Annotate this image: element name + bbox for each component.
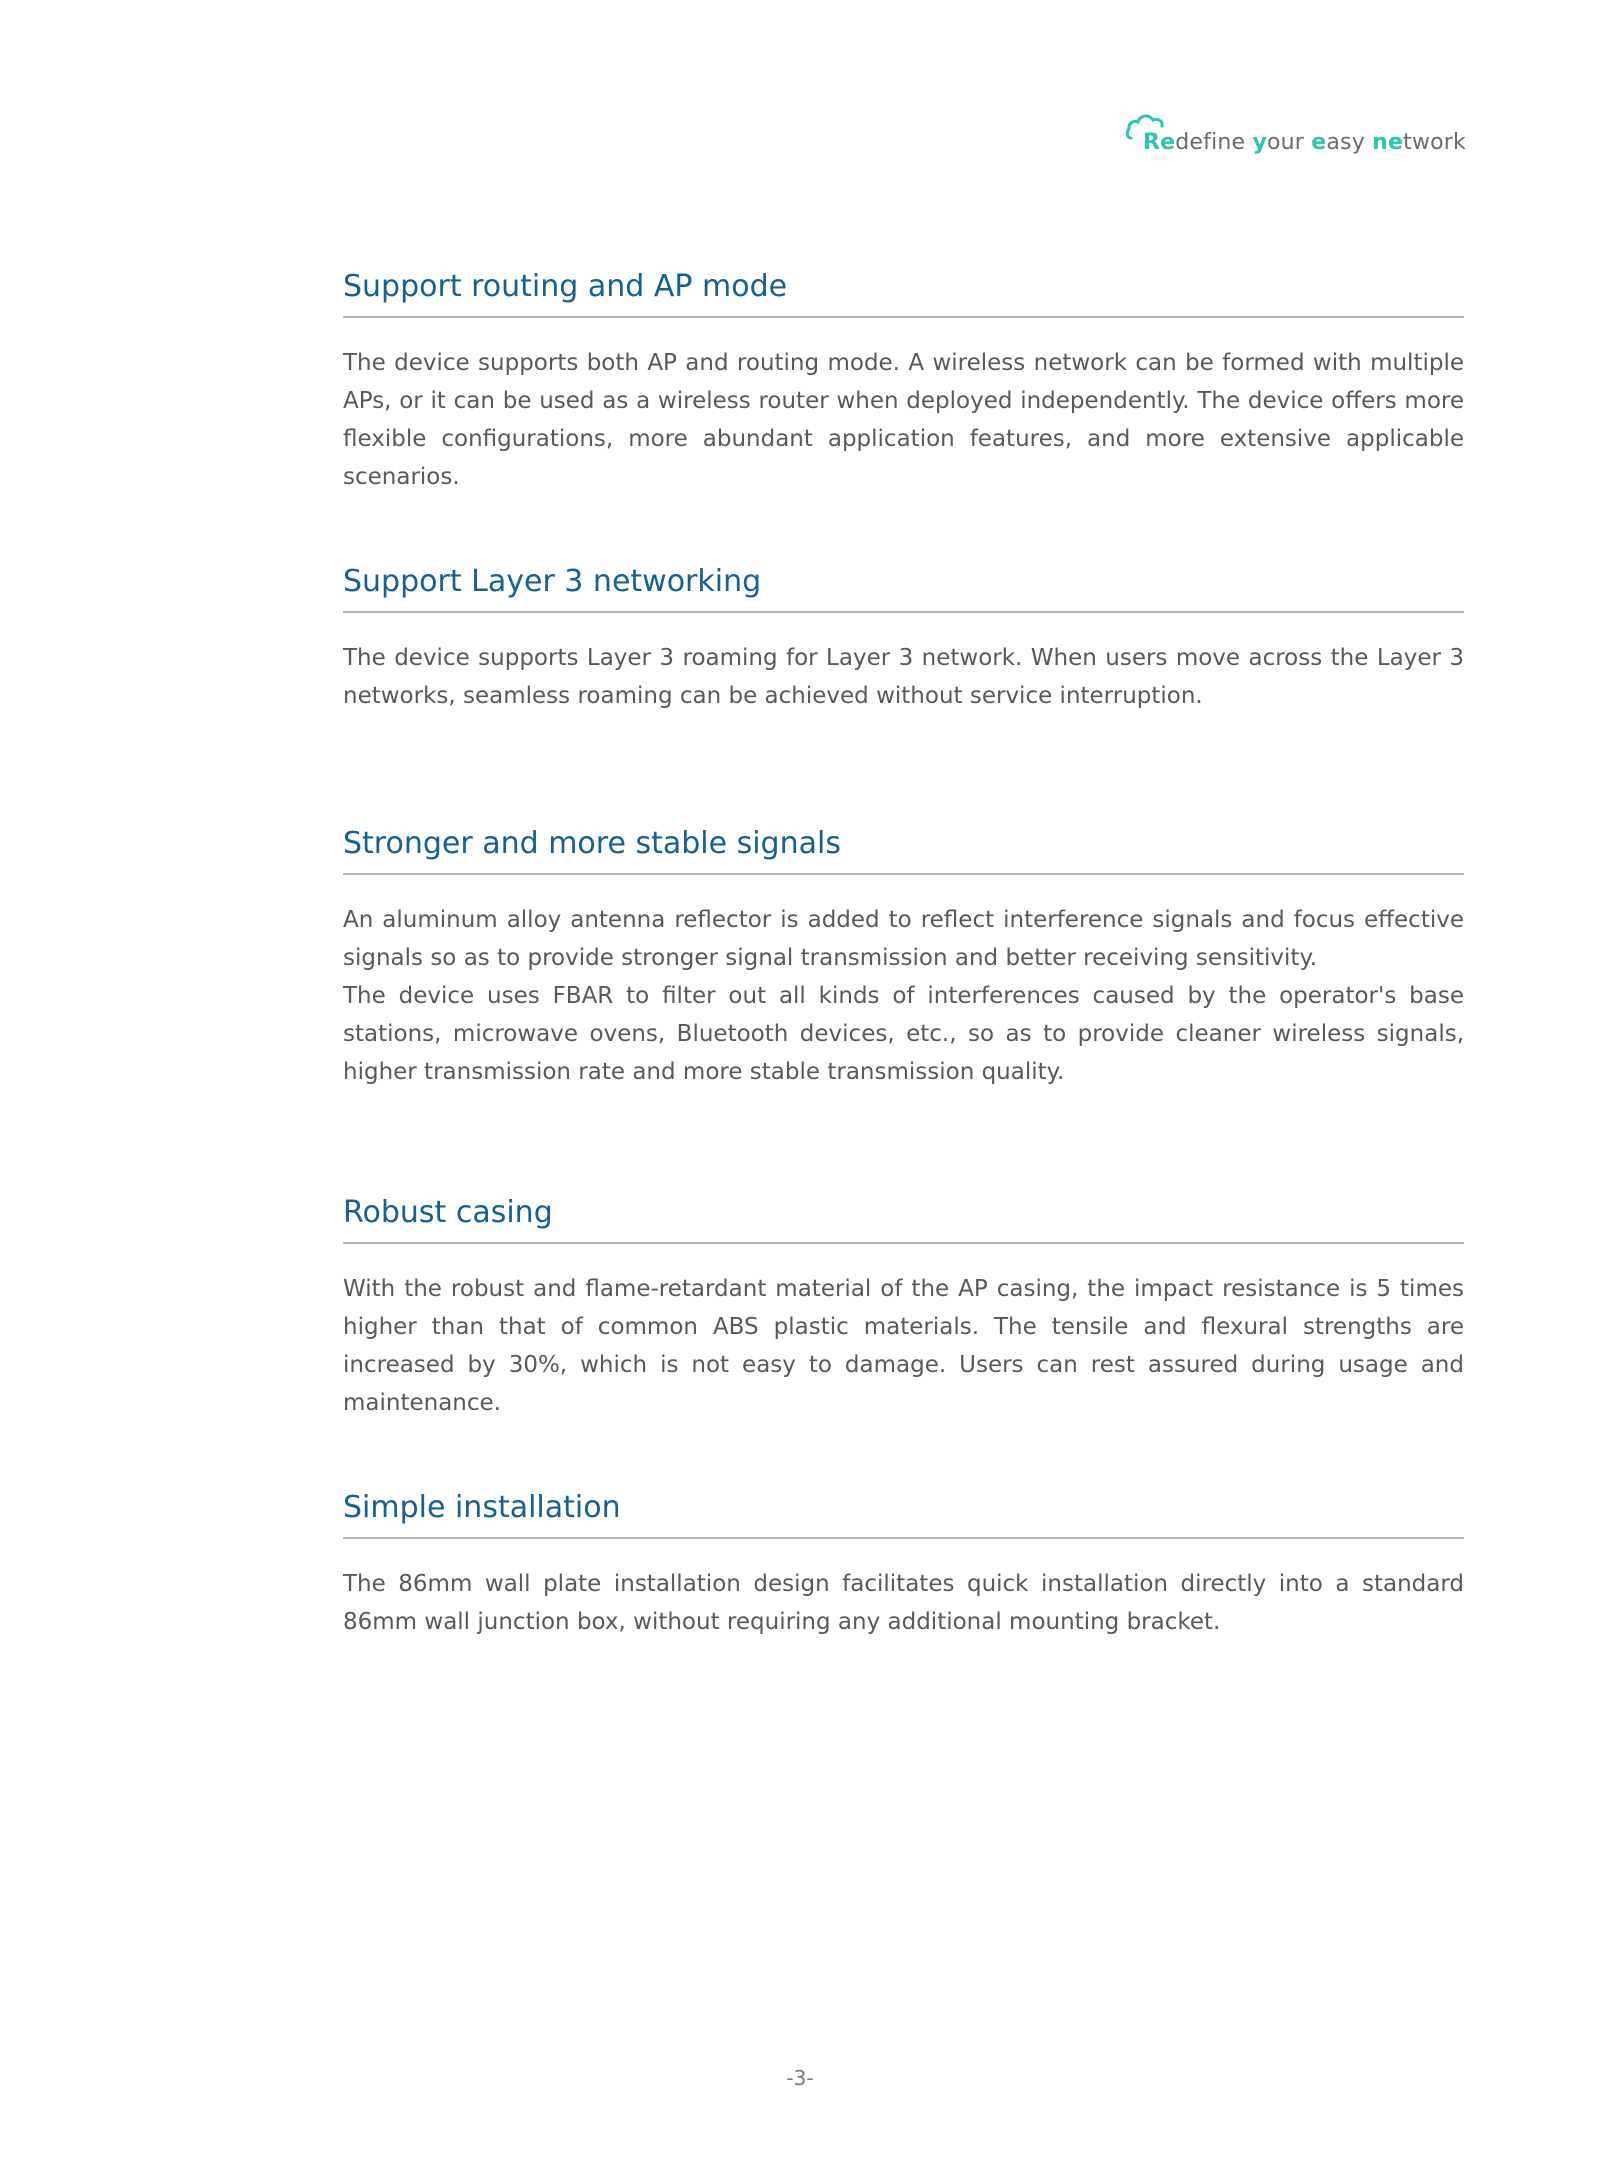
- tagline-highlight: e: [1311, 130, 1327, 155]
- paragraph: The 86mm wall plate installation design facilitates quick installation directly into a standard 86mm wall junction box, without requiring any additional mounting bracket.: [343, 1571, 1464, 1635]
- divider: [343, 873, 1464, 875]
- section-body: [343, 344, 1464, 496]
- section-title: Support routing and AP mode: [343, 269, 788, 304]
- tagline-highlight: Re: [1142, 130, 1176, 155]
- section-title: Stronger and more stable signals: [343, 826, 841, 861]
- section-body: [343, 639, 1464, 715]
- section-layer3-networking: [343, 563, 1464, 715]
- section-simple-installation: [343, 1489, 1464, 1641]
- paragraph: An aluminum alloy antenna reflector is added to reflect interference signals and focus effective signals so as to provide stronger signal transmission and better receiving sensitivity.: [343, 907, 1464, 971]
- tagline-highlight: ne: [1372, 130, 1404, 155]
- section-body: [343, 1270, 1464, 1422]
- tagline-text: define: [1175, 130, 1253, 155]
- tagline-text: our: [1267, 130, 1312, 155]
- divider: [343, 1242, 1464, 1244]
- tagline-text: asy: [1326, 130, 1373, 155]
- section-title: Simple installation: [343, 1490, 621, 1525]
- section-title: Support Layer 3 networking: [343, 564, 762, 599]
- paragraph: The device uses FBAR to filter out all kinds of interferences caused by the operator's base stations, microwave ovens, Bluetooth devices, etc., so as to provide cleaner wireless signals, higher transmission rate and more stable transmission quality.: [343, 983, 1464, 1085]
- section-title: Robust casing: [343, 1195, 553, 1230]
- paragraph: The device supports Layer 3 roaming for Layer 3 network. When users move across the Layer 3 networks, seamless roaming can be achieved without service interruption.: [343, 645, 1464, 709]
- paragraph: The device supports both AP and routing mode. A wireless network can be formed with multiple APs, or it can be used as a wireless router when deployed independently. The device offers more flexible configurations, more abundant application features, and more extensive applicable scenarios.: [343, 350, 1464, 490]
- divider: [343, 1537, 1464, 1539]
- section-robust-casing: [343, 1194, 1464, 1422]
- tagline-text: twork: [1403, 130, 1466, 155]
- tagline: [1143, 132, 1466, 160]
- tagline-highlight: y: [1252, 130, 1267, 155]
- divider: [343, 316, 1464, 318]
- cloud-icon: [1125, 110, 1173, 145]
- page-number: -3-: [786, 2066, 814, 2090]
- paragraph: With the robust and flame-retardant material of the AP casing, the impact resistance is 5 times higher than that of common ABS plastic materials. The tensile and flexural strengths are increased by 30%, which is not easy to damage. Users can rest assured during usage and maintenance.: [343, 1276, 1464, 1416]
- section-body: [343, 1565, 1464, 1641]
- divider: [343, 611, 1464, 613]
- brand-logo: [1143, 110, 1466, 160]
- section-body: [343, 901, 1464, 1091]
- section-stable-signals: [343, 825, 1464, 1091]
- section-routing-ap-mode: [343, 268, 1464, 496]
